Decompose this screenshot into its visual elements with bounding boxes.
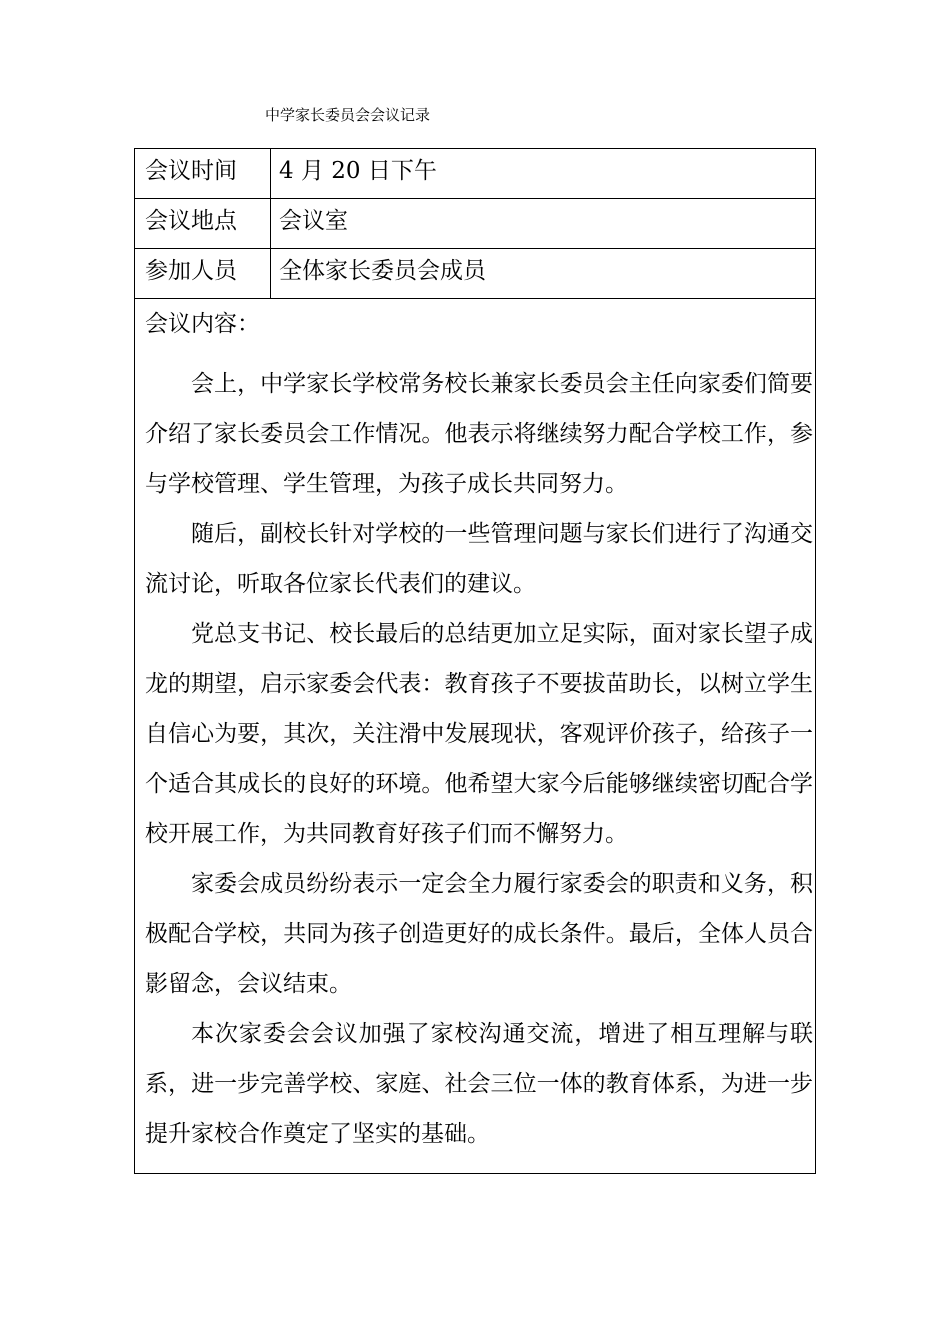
content-paragraph: 会上，中学家长学校常务校长兼家长委员会主任向家委们简要介绍了家长委员会工作情况。他表示将继续努力配合学校工作，参与学校管理、学生管理，为孩子成长共同努力。: [145, 371, 813, 497]
content-paragraph: 随后，副校长针对学校的一些管理问题与家长们进行了沟通交流讨论，听取各位家长代表们的建议。: [145, 521, 813, 597]
attendees-label: 参加人员: [135, 249, 271, 298]
meeting-time-label: 会议时间: [135, 149, 271, 198]
meeting-location-label: 会议地点: [135, 199, 271, 248]
content-paragraph: 党总支书记、校长最后的总结更加立足实际，面对家长望子成龙的期望，启示家委会代表：教育孩子不要拔苗助长，以树立学生自信心为要，其次，关注滑中发展现状，客观评价孩子，给孩子一个适合其成长的良好的环境。他希望大家今后能够继续密切配合学校开展工作，为共同教育好孩子们而不懈努力。: [145, 621, 813, 847]
meeting-time-value: 4 月 20 日下午: [279, 158, 437, 184]
table-row-meeting-time: [135, 149, 815, 199]
table-row-attendees: [135, 249, 815, 299]
document-title: 中学家长委员会会议记录: [265, 106, 431, 124]
meeting-content-heading: 会议内容：: [145, 311, 260, 337]
content-paragraph: 家委会成员纷纷表示一定会全力履行家委会的职责和义务，积极配合学校，共同为孩子创造更好的成长条件。最后，全体人员合影留念，会议结束。: [145, 871, 813, 997]
table-row-meeting-location: [135, 199, 815, 249]
meeting-record-table: [134, 148, 816, 1174]
attendees-value: 全体家长委员会成员: [279, 258, 486, 284]
content-paragraph: 本次家委会会议加强了家校沟通交流，增进了相互理解与联系，进一步完善学校、家庭、社会三位一体的教育体系，为进一步提升家校合作奠定了坚实的基础。: [145, 1021, 813, 1147]
meeting-location-value: 会议室: [279, 208, 348, 234]
meeting-content-cell: [135, 299, 815, 1173]
